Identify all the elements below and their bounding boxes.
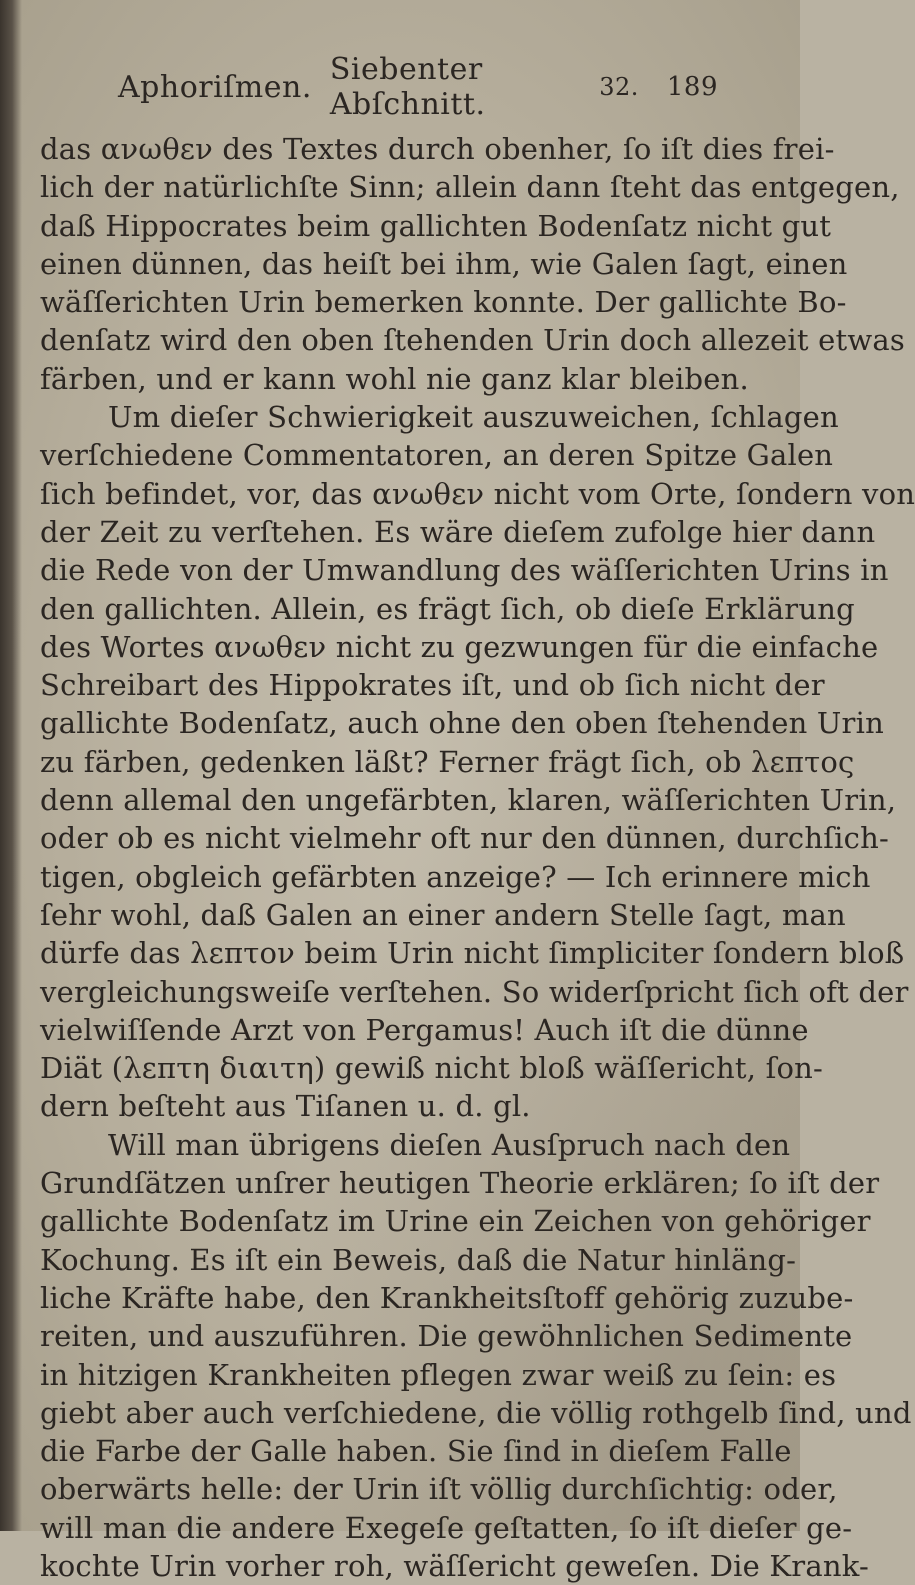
text-line: den gallichten. Allein, es frägt ſich, ob dieſe Erklärung — [40, 591, 855, 626]
section-number: 32. — [599, 73, 639, 101]
text-line: gallichte Bodenſatz im Urine ein Zeichen von gehöriger — [40, 1204, 871, 1239]
text-line: der Zeit zu verſtehen. Es wäre dieſem zufolge hier dann — [40, 514, 876, 549]
text-line: Grundſätzen unſrer heutigen Theorie erklären; ſo iſt der — [40, 1166, 880, 1201]
text-line: ſehr wohl, daß Galen an einer andern Stelle ſagt, man — [40, 897, 846, 932]
text-line: giebt aber auch verſchiedene, die völlig rothgelb ſind, und — [40, 1395, 912, 1430]
text-line: in hitzigen Krankheiten pflegen zwar weiß zu ſein: es — [40, 1357, 837, 1392]
text-line: gallichte Bodenſatz, auch ohne den oben ſtehenden Urin — [40, 706, 884, 741]
text-line: einen dünnen, das heiſt bei ihm, wie Galen ſagt, einen — [40, 246, 848, 281]
text-line: oberwärts helle: der Urin iſt völlig durchſichtig: oder, — [40, 1472, 838, 1507]
paragraph-start-line: Will man übrigens dieſen Ausſpruch nach den — [108, 1127, 791, 1162]
text-line: die Farbe der Galle haben. Sie ſind in dieſem Falle — [40, 1434, 792, 1469]
binding-edge — [0, 0, 22, 1531]
text-line: oder ob es nicht vielmehr oft nur den dünnen, durchſich- — [40, 821, 889, 856]
running-head-title: Aphoriſmen. — [118, 69, 312, 105]
text-line: denſatz wird den oben ſtehenden Urin doch allezeit etwas — [40, 323, 905, 358]
paragraph-start-line: Um dieſer Schwierigkeit auszuweichen, ſchlagen — [108, 400, 839, 435]
text-line: denn allemal den ungefärbten, klaren, wäſſerichten Urin, — [40, 783, 897, 818]
text-line: dürfe das λεπτον beim Urin nicht ſimpliciter ſondern bloß — [40, 936, 905, 971]
text-line: will man die andere Exegeſe geſtatten, ſo iſt dieſer ge- — [40, 1510, 853, 1545]
text-line: wäſſerichten Urin bemerken konnte. Der gallichte Bo- — [40, 285, 847, 320]
text-line: vergleichungsweiſe verſtehen. So widerſpricht ſich oft der — [40, 974, 909, 1009]
text-line: lich der natürlichſte Sinn; allein dann ſteht das entgegen, — [40, 170, 900, 205]
text-line: des Wortes ανωθεν nicht zu gezwungen für die einfache — [40, 629, 879, 664]
text-line: dern beſteht aus Tiſanen u. d. gl. — [40, 1089, 531, 1124]
running-head — [118, 52, 718, 122]
text-line: Schreibart des Hippokrates iſt, und ob ſich nicht der — [40, 668, 825, 703]
text-line: ſich befindet, vor, das ανωθεν nicht vom Orte, ſondern von — [40, 476, 915, 511]
text-line: zu färben, gedenken läßt? Ferner frägt ſich, ob λεπτος — [40, 744, 855, 779]
text-line: reiten, und auszuführen. Die gewöhnlichen Sedimente — [40, 1319, 853, 1354]
text-line: tigen, obgleich gefärbten anzeige? — Ich erinnere mich — [40, 859, 871, 894]
text-line: daß Hippocrates beim gallichten Bodenſatz nicht gut — [40, 208, 832, 243]
page-number: 189 — [666, 72, 718, 102]
text-line: Diät (λεπτη διαιτη) gewiß nicht bloß wäſſericht, ſon- — [40, 1051, 824, 1086]
body-text — [40, 130, 915, 1585]
text-line: färben, und er kann wohl nie ganz klar bleiben. — [40, 361, 749, 396]
text-line: verſchiedene Commentatoren, an deren Spitze Galen — [40, 438, 834, 473]
text-line: die Rede von der Umwandlung des wäſſerichten Urins in — [40, 553, 889, 588]
text-line: das ανωθεν des Textes durch obenher, ſo iſt dies frei- — [40, 132, 835, 166]
text-line: kochte Urin vorher roh, wäſſericht geweſen. Die Krank- — [40, 1548, 869, 1583]
text-line: liche Kräfte habe, den Krankheitsſtoff gehörig zuzube- — [40, 1280, 854, 1315]
text-line: Kochung. Es iſt ein Beweis, daß die Natur hinläng- — [40, 1242, 797, 1277]
text-line: vielwiſſende Arzt von Pergamus! Auch iſt die dünne — [40, 1012, 809, 1047]
running-head-chapter: Siebenter Abſchnitt. — [329, 52, 486, 122]
